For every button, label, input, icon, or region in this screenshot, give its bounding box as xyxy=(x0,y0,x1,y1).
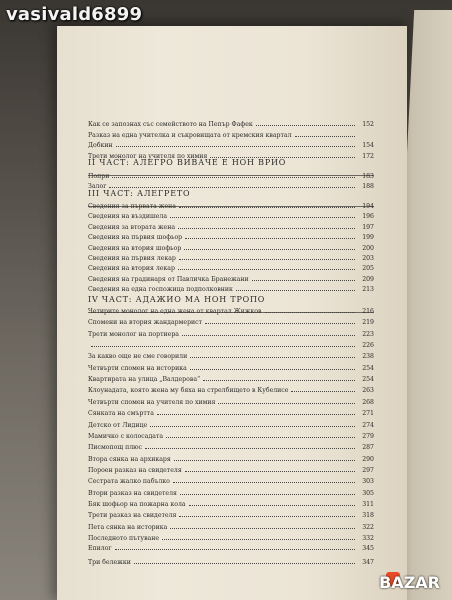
toc-entry xyxy=(88,464,374,474)
toc-entry-title: Спомени на втория жандармерист xyxy=(88,319,203,327)
toc-entry-title: Сведения на градинаря от Павличка Бранежани xyxy=(88,275,249,283)
toc-entry-title: Трети разказ на свидетеля xyxy=(88,512,177,520)
toc-entry-title: Сведения за втората жена xyxy=(88,223,176,231)
dot-leader xyxy=(173,482,355,483)
toc-page-number: 305 xyxy=(362,489,374,497)
dot-leader xyxy=(189,505,355,506)
toc-page-number: 196 xyxy=(362,213,374,221)
toc-page-number: 219 xyxy=(362,319,374,327)
toc-entry xyxy=(88,118,374,128)
toc-page-number: 197 xyxy=(362,223,374,231)
toc-entry-title: Мамичко с колосадата xyxy=(88,432,164,440)
toc-entry-title: Втора сянка на архикаря xyxy=(88,455,171,463)
toc-page-number: 154 xyxy=(362,142,374,150)
logo-text: BAZAR xyxy=(379,573,440,592)
toc-page-number: 318 xyxy=(362,512,374,520)
dot-leader xyxy=(145,448,355,449)
toc-entry-title: Трети монолог на портиера xyxy=(88,330,179,338)
toc-page-number: 254 xyxy=(362,376,374,384)
dot-leader xyxy=(157,414,355,415)
toc-entry-title: Добкин xyxy=(88,142,113,150)
toc-entry xyxy=(88,362,374,372)
part-heading: II ЧАСТ: АЛЕГРО ВИВАЧЕ Е НОН ВРИО xyxy=(88,158,287,167)
toc-entry-title: Сведения на втория шофьор xyxy=(88,244,182,252)
dot-leader xyxy=(295,136,355,137)
toc-entry xyxy=(88,242,374,252)
toc-page-number: 209 xyxy=(362,275,374,283)
dot-leader xyxy=(256,125,355,126)
toc-entry-title: Сведения на втория лекар xyxy=(88,265,175,273)
dot-leader xyxy=(179,516,355,517)
toc-entry xyxy=(88,231,374,241)
toc-entry-title: Втори разказ на свидетеля xyxy=(88,489,177,497)
toc-entry xyxy=(88,305,374,315)
toc-entry xyxy=(88,498,374,508)
dot-leader xyxy=(180,494,355,495)
toc-entry xyxy=(88,283,374,293)
dot-leader xyxy=(179,259,355,260)
dot-leader xyxy=(166,437,355,438)
toc-entry-title: Епилог xyxy=(88,545,112,552)
toc-entry xyxy=(88,262,374,272)
toc-page-number: 274 xyxy=(362,421,374,429)
toc-page-number: 347 xyxy=(362,559,374,566)
dot-leader xyxy=(291,391,355,392)
toc-entry-title: Четвърти спомен на учителя по химия xyxy=(88,398,216,406)
toc-entry-title: За какво още не сме говорили xyxy=(88,353,188,361)
dot-leader xyxy=(109,187,355,188)
toc-entry-title: Трети монолог на учителя по химия xyxy=(88,152,208,160)
toc-page-number: 194 xyxy=(362,203,374,210)
dot-leader xyxy=(116,146,355,147)
toc-entry xyxy=(88,139,374,149)
toc-entry xyxy=(88,210,374,220)
toc-page-number: 322 xyxy=(362,523,374,531)
toc-entry-title: Три бележки xyxy=(88,559,131,566)
toc-entry xyxy=(88,129,374,139)
toc-page-number: 223 xyxy=(362,330,374,338)
dot-leader xyxy=(252,280,355,281)
toc-entry xyxy=(88,170,374,180)
dot-leader xyxy=(115,549,355,550)
toc-entry-title: Четвърти спомен на историка xyxy=(88,364,187,372)
toc-entry-title: Сянката на смъртта xyxy=(88,410,154,418)
toc-page-number: 271 xyxy=(362,410,374,418)
toc-entry-title: Детско от Лидице xyxy=(88,421,148,429)
toc-page-number: 279 xyxy=(362,432,374,440)
toc-entry xyxy=(88,475,374,485)
toc-entry xyxy=(88,532,374,542)
toc-entry xyxy=(88,487,374,497)
toc-page-number: 203 xyxy=(362,255,374,262)
toc-entry-title: Квартирата на улица „Валдерова“ xyxy=(88,376,201,384)
toc-entry xyxy=(88,453,374,463)
dot-leader xyxy=(185,238,355,239)
toc-entry xyxy=(88,350,374,360)
toc-page-number: 287 xyxy=(362,444,374,452)
toc-entry-title: Сведения на въздишела xyxy=(88,213,168,221)
toc-entry xyxy=(88,200,374,210)
dot-leader xyxy=(185,471,355,472)
toc-entry xyxy=(88,542,374,552)
toc-entry xyxy=(88,384,374,394)
toc-page-number: 297 xyxy=(362,466,374,474)
toc-entry-title: Сведения на първия лекар xyxy=(88,255,176,262)
toc-entry-title: Последното пътуване xyxy=(88,535,160,542)
dot-leader xyxy=(162,539,355,540)
toc-page-number: 213 xyxy=(362,286,374,294)
toc-page-number: 199 xyxy=(362,234,374,242)
toc-entry-title: Залог xyxy=(88,183,107,190)
toc-entry-title: Попри xyxy=(88,173,110,180)
dot-leader xyxy=(134,563,355,564)
dot-leader xyxy=(190,357,355,358)
toc-entry-title: Сведения на една госпожица подполковник xyxy=(88,286,233,294)
part-heading: IV ЧАСТ: АДАЖИО МА НОН ТРОПО xyxy=(88,295,266,304)
dot-leader xyxy=(190,369,355,370)
toc-entry-title: Разказ на една учителка и съкровищата от кремския квартал xyxy=(88,131,292,139)
toc-entry xyxy=(88,419,374,429)
toc-page-number: 345 xyxy=(362,545,374,552)
toc-entry xyxy=(88,407,374,417)
dot-leader xyxy=(179,207,355,208)
dot-leader xyxy=(170,217,355,218)
toc-entry xyxy=(88,430,374,440)
toc-entry xyxy=(88,441,374,451)
part-heading: III ЧАСТ: АЛЕГРЕТО xyxy=(88,189,191,198)
toc-entry xyxy=(88,273,374,283)
toc-entry-title: Пета сянка на историка xyxy=(88,523,168,531)
dot-leader xyxy=(182,335,355,336)
toc-page-number: 238 xyxy=(362,353,374,361)
toc-page-number: 183 xyxy=(362,173,374,180)
toc-page-number: 216 xyxy=(362,308,374,315)
dot-leader xyxy=(205,323,355,324)
toc-page-number: 254 xyxy=(362,364,374,372)
toc-entry xyxy=(88,556,374,566)
toc-entry-title: Пороен разказ на свидетеля xyxy=(88,466,182,474)
toc-entry-title: Клоунадата, която жена му бяха на стрелбището в Кубелисе xyxy=(88,387,289,395)
toc-page-number: 188 xyxy=(362,183,374,190)
dot-leader xyxy=(203,380,355,381)
toc-entry-title: Бяк шофьор на пожарна кола xyxy=(88,500,186,508)
toc-entry xyxy=(88,252,374,262)
toc-page-number: 311 xyxy=(362,500,374,508)
toc-page-number: 332 xyxy=(362,535,374,542)
dot-leader xyxy=(178,228,355,229)
dot-leader xyxy=(91,346,355,347)
dot-leader xyxy=(174,460,355,461)
toc-page-number: 200 xyxy=(362,244,374,252)
bazar-logo xyxy=(379,570,448,596)
toc-page-number: 290 xyxy=(362,455,374,463)
dot-leader xyxy=(265,312,355,313)
toc-entry xyxy=(88,373,374,383)
toc-page-number: 152 xyxy=(362,121,374,128)
toc-page-number: 205 xyxy=(362,265,374,273)
toc-entry xyxy=(88,316,374,326)
toc-page-number: 303 xyxy=(362,478,374,486)
toc-page-number: 172 xyxy=(362,152,374,160)
dot-leader xyxy=(170,528,355,529)
toc-entry xyxy=(88,396,374,406)
toc-page-number: 263 xyxy=(362,387,374,395)
toc-entry xyxy=(88,521,374,531)
dot-leader xyxy=(150,426,355,427)
toc-page-number: 226 xyxy=(362,342,374,350)
dot-leader xyxy=(218,403,355,404)
toc-entry xyxy=(88,339,374,349)
toc-entry xyxy=(88,221,374,231)
toc-entry-title: Как се запознах със семейството на Пепър Фафек xyxy=(88,121,253,128)
toc-entry xyxy=(88,509,374,519)
toc-entry xyxy=(88,328,374,338)
dot-leader xyxy=(236,290,355,291)
toc-entry-title: Сведения за първата жена xyxy=(88,203,176,210)
toc-entry-title: Сестрата жалко пабълко xyxy=(88,478,170,486)
watermark: vasivald6899 xyxy=(6,4,143,25)
dot-leader xyxy=(184,249,355,250)
toc-entry-title: Четирите монолог на една жена от квартал Жижков xyxy=(88,308,262,315)
toc-page-number: 268 xyxy=(362,398,374,406)
toc-entry-title: Писмопощ плюс xyxy=(88,444,142,452)
dot-leader xyxy=(178,269,355,270)
toc-entry-title: Сведения на първия шофьор xyxy=(88,234,183,242)
dot-leader xyxy=(112,177,355,178)
